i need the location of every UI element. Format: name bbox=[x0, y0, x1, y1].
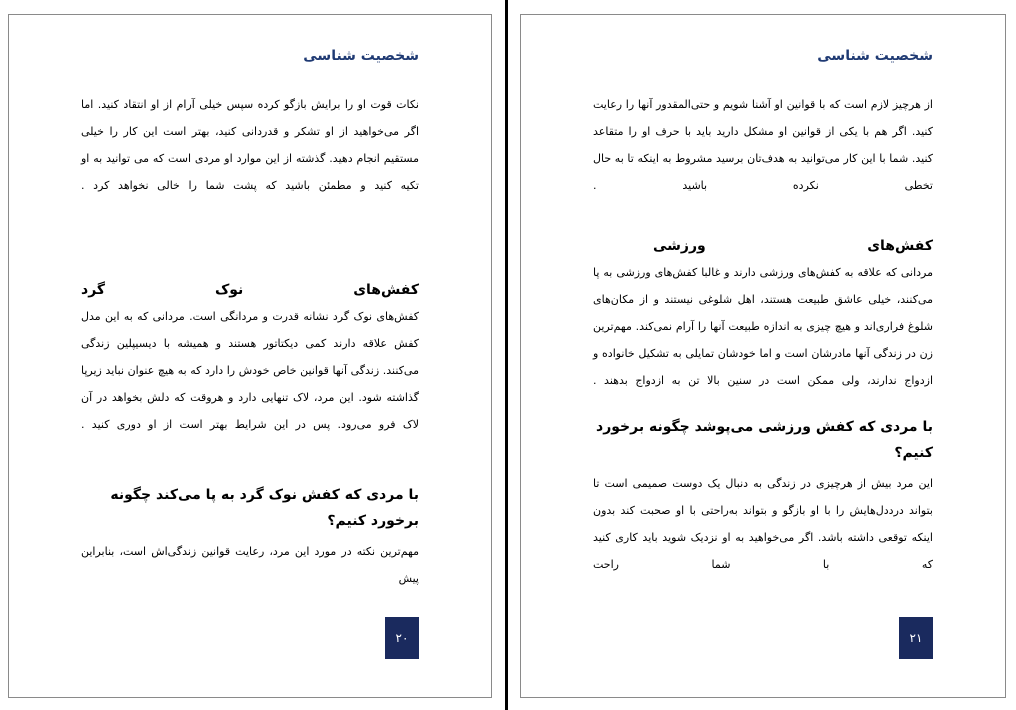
paragraph: مهم‌ترین نکته در مورد این مرد، رعایت قوانین زندگی‌اش است، بنابراین پیش bbox=[81, 545, 419, 585]
page-20 bbox=[8, 14, 492, 698]
page-number: ۲۰ bbox=[385, 617, 419, 659]
section-heading bbox=[81, 277, 419, 303]
paragraph: کفش‌های نوک گرد نشانه قدرت و مردانگی است. مردانی که به این مدل کفش علاقه دارند کمی دیکتاتور هستند و همیشه با دیسیپلین زندگی می‌کنند. زندگی آنها قوانین خاص خودش را دارد که به هیچ عنوان نباید زیرپا گذاشته شود. این مرد، لاک تنهایی دارد و هروقت که دلش بخواهد در آن لاک فرو می‌رود. پس در این شرایط بهتر است از او دوری کنید . bbox=[81, 310, 419, 431]
heading-word: کفش‌های bbox=[353, 282, 419, 298]
heading-word: گرد bbox=[81, 282, 106, 298]
page-content bbox=[81, 41, 419, 657]
running-header: شخصیت شناسی bbox=[303, 48, 419, 64]
heading-word: کفش‌های bbox=[867, 238, 933, 254]
page-21 bbox=[520, 14, 1006, 698]
page-content bbox=[593, 41, 933, 657]
heading-word: نوک bbox=[214, 282, 244, 298]
heading-word: ورزشی bbox=[653, 238, 706, 254]
paragraph: نکات قوت او را برایش بازگو کرده سپس خیلی آرام از او انتقاد کنید. اما اگر می‌خواهید از او تشکر و قدردانی کنید، بهتر است این کار را خیلی مستقیم انجام دهید. گذشته از این موارد او مردی است که می توانید به او تکیه کنید و مطمئن باشید که پشت شما را خالی نخواهد کرد . bbox=[81, 98, 419, 192]
paragraph: این مرد بیش از هرچیزی در زندگی به دنبال یک دوست صمیمی است تا بتواند درددل‌هایش را با او بازگو و بتواند به‌راحتی با او صحبت کند بدون اینکه توقعی داشته باشد. اگر می‌خواهید به او نزدیک شوید باید کاری کنید که با شما راحت bbox=[593, 477, 933, 571]
section-heading: با مردی که کفش نوک گرد به پا می‌کند چگونه برخورد کنیم؟ bbox=[110, 487, 419, 529]
spread-divider bbox=[505, 0, 508, 710]
section-heading: با مردی که کفش ورزشی می‌پوشد چگونه برخورد کنیم؟ bbox=[596, 419, 933, 461]
paragraph: از هرچیز لازم است که با قوانین او آشنا شویم و حتی‌المقدور آنها را رعایت کنید. اگر هم با یکی از قوانین او مشکل دارید باید با حرف او را متقاعد کنید. شما با این کار می‌توانید به هدف‌تان برسید مشروط به اینکه تا به حال تخطی نکرده باشید . bbox=[593, 98, 933, 192]
page-number: ۲۱ bbox=[899, 617, 933, 659]
section-heading bbox=[593, 233, 933, 259]
paragraph: مردانی که علاقه به کفش‌های ورزشی دارند و غالبا کفش‌های ورزشی به پا می‌کنند، خیلی عاشق طبیعت هستند، اهل شلوغی نیستند و از مکان‌های شلوغ فراری‌اند و هیچ چیزی به اندازه طبیعت آنها را آرام نمی‌کند. مهم‌ترین زن در زندگی آنها مادرشان است و اما خودشان تمایلی به تشکیل خانواده و ازدواج ندارند، ولی ممکن است در سنین بالا تن به ازدواج بدهند . bbox=[593, 266, 933, 387]
running-header: شخصیت شناسی bbox=[817, 48, 933, 64]
